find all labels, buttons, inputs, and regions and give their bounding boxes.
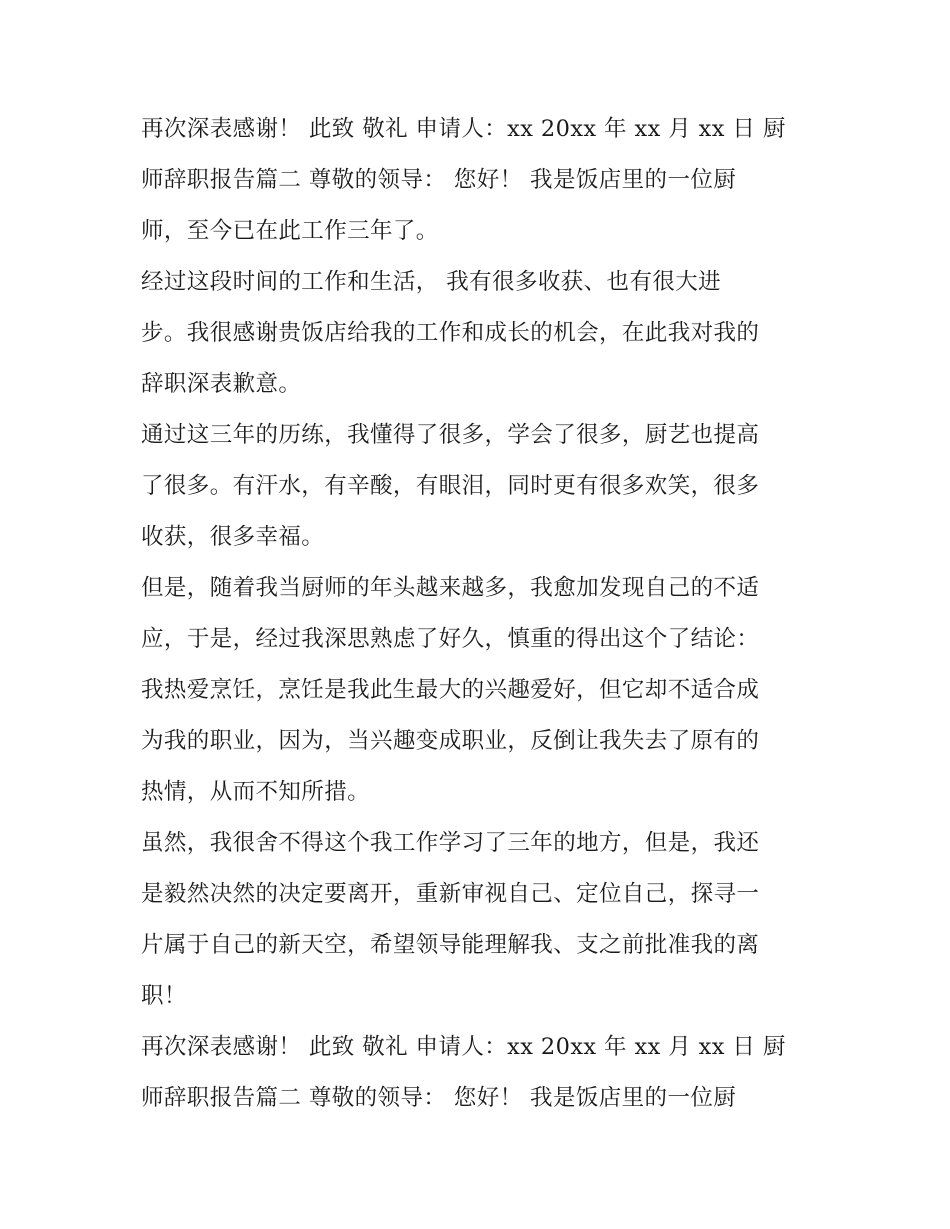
text-line: 应，于是，经过我深思熟虑了好久，慎重的得出这个了结论： — [141, 626, 760, 652]
text-line: 虽然，我很舍不得这个我工作学习了三年的地方，但是，我还 — [141, 830, 760, 856]
text-line: 片属于自己的新天空，希望领导能理解我、支之前批准我的离 — [141, 932, 760, 958]
text-line: 我热爱烹饪，烹饪是我此生最大的兴趣爱好，但它却不适合成 — [141, 677, 760, 703]
text-line: 为我的职业，因为，当兴趣变成职业，反倒让我失去了原有的 — [141, 728, 760, 754]
text-line: 步。我很感谢贵饭店给我的工作和成长的机会，在此我对我的 — [141, 320, 760, 346]
text-line: 辞职深表歉意。 — [141, 371, 302, 397]
text-line: 通过这三年的历练，我懂得了很多，学会了很多，厨艺也提高 — [141, 422, 760, 448]
text-line: 师，至今已在此工作三年了。 — [141, 218, 439, 244]
text-line: 再次深表感谢！ 此致 敬礼 申请人：xx 20xx 年 xx 月 xx 日 厨 — [141, 1034, 786, 1060]
text-line: 收获，很多幸福。 — [141, 524, 325, 550]
text-line: 师辞职报告篇二 尊敬的领导： 您好！ 我是饭店里的一位厨 — [141, 167, 737, 193]
text-line: 了很多。有汗水，有辛酸，有眼泪，同时更有很多欢笑，很多 — [141, 473, 760, 499]
document-body — [141, 104, 821, 1124]
text-line: 师辞职报告篇二 尊敬的领导： 您好！ 我是饭店里的一位厨 — [141, 1085, 737, 1111]
text-line: 是毅然决然的决定要离开，重新审视自己、定位自己，探寻一 — [141, 881, 760, 907]
text-line: 职！ — [141, 983, 187, 1009]
text-line: 再次深表感谢！ 此致 敬礼 申请人：xx 20xx 年 xx 月 xx 日 厨 — [141, 116, 786, 142]
text-line: 经过这段时间的工作和生活， 我有很多收获、也有很大进 — [141, 269, 722, 295]
text-line: 热情，从而不知所措。 — [141, 779, 371, 805]
text-line: 但是，随着我当厨师的年头越来越多，我愈加发现自己的不适 — [141, 575, 760, 601]
